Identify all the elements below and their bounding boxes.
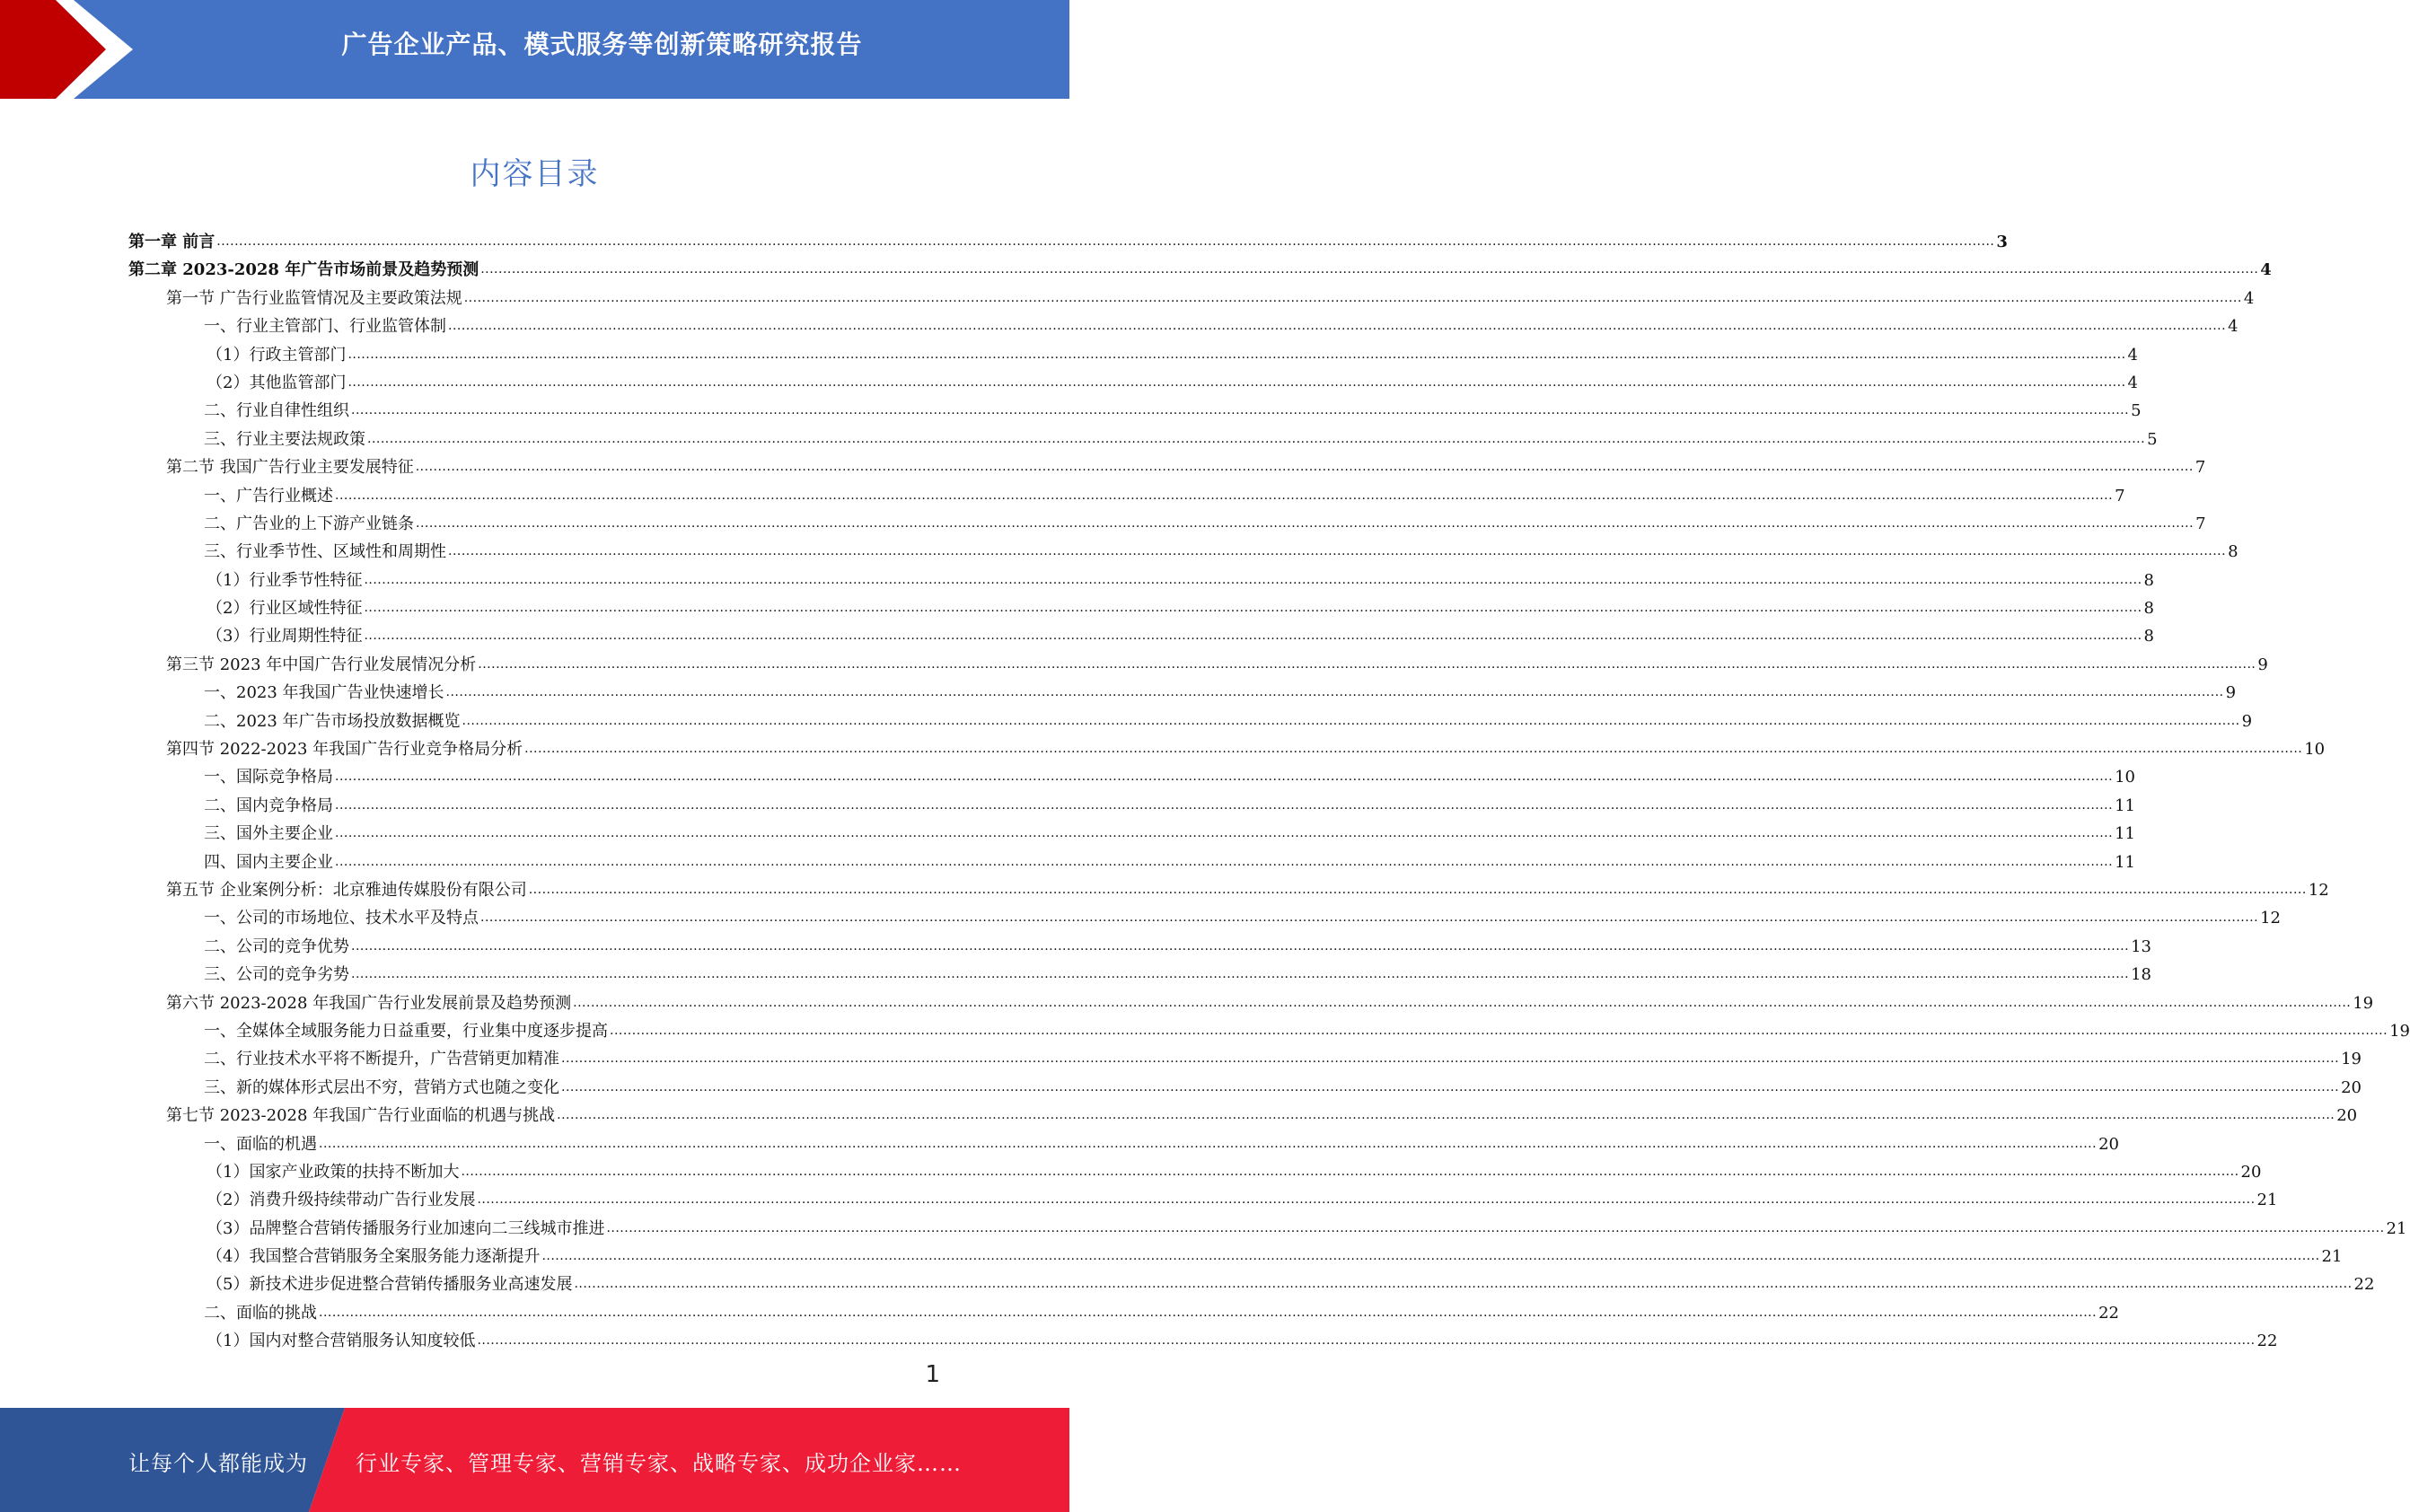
toc-entry-title: 第六节 2023-2028 年我国广告行业发展前景及趋势预测 bbox=[166, 993, 572, 1013]
toc-entry-page: 3 bbox=[1996, 233, 2008, 251]
toc-dot-leader: ................................................................................................................................................................................................................................................................................................................................................................................................................ bbox=[480, 262, 2259, 277]
toc-entry[interactable] bbox=[128, 1327, 2278, 1355]
toc-entry-page: 4 bbox=[2260, 260, 2272, 280]
toc-dot-leader: ................................................................................................................................................................................................................................................................................................................................................................................................................ bbox=[335, 769, 2114, 785]
toc-entry[interactable] bbox=[128, 989, 2374, 1017]
toc-entry-page: 7 bbox=[2195, 458, 2206, 478]
toc-entry[interactable] bbox=[128, 426, 2158, 453]
toc-dot-leader: ................................................................................................................................................................................................................................................................................................................................................................................................................ bbox=[478, 656, 2256, 672]
toc-entry-page: 7 bbox=[2115, 486, 2125, 505]
toc-entry-page: 4 bbox=[2243, 288, 2255, 308]
toc-entry[interactable] bbox=[128, 622, 2154, 650]
toc-entry-title: 二、行业自律性组织 bbox=[204, 401, 349, 421]
toc-entry-title: 第二章 2023-2028 年广告市场前景及趋势预测 bbox=[128, 260, 479, 280]
toc-entry-page: 20 bbox=[2098, 1134, 2119, 1154]
footer-slogan-right: 行业专家、管理专家、营销专家、战略专家、成功企业家…… bbox=[356, 1451, 962, 1476]
toc-dot-leader: ................................................................................................................................................................................................................................................................................................................................................................................................................ bbox=[528, 882, 2307, 897]
toc-dot-leader: ................................................................................................................................................................................................................................................................................................................................................................................................................ bbox=[610, 1023, 2388, 1038]
toc-dot-leader: ................................................................................................................................................................................................................................................................................................................................................................................................................ bbox=[367, 431, 2146, 446]
toc-entry-title: 一、公司的市场地位、技术水平及特点 bbox=[204, 909, 479, 928]
toc-dot-leader: ................................................................................................................................................................................................................................................................................................................................................................................................................ bbox=[351, 403, 2130, 418]
toc-entry-page: 19 bbox=[2389, 1021, 2410, 1041]
toc-entry-page: 13 bbox=[2131, 936, 2151, 956]
toc-dot-leader: ................................................................................................................................................................................................................................................................................................................................................................................................................ bbox=[480, 910, 2259, 926]
footer-banner bbox=[0, 1408, 1069, 1512]
toc-dot-leader: ................................................................................................................................................................................................................................................................................................................................................................................................................ bbox=[524, 742, 2303, 757]
toc-entry-title: 一、面临的机遇 bbox=[204, 1134, 317, 1154]
toc-entry-page: 10 bbox=[2304, 740, 2326, 760]
toc-entry-title: 一、广告行业概述 bbox=[204, 486, 333, 505]
toc-entry[interactable] bbox=[128, 876, 2329, 904]
toc-entry-page: 11 bbox=[2115, 824, 2135, 844]
toc-entry-title: 一、行业主管部门、行业监管体制 bbox=[204, 317, 446, 337]
toc-dot-leader: ................................................................................................................................................................................................................................................................................................................................................................................................................ bbox=[445, 685, 2224, 700]
toc-entry[interactable] bbox=[128, 735, 2326, 763]
toc-entry[interactable] bbox=[128, 1270, 2375, 1298]
toc-entry-title: （3）品牌整合营销传播服务行业加速向二三线城市推进 bbox=[207, 1218, 605, 1238]
toc-entry-title: 一、全媒体全域服务能力日益重要，行业集中度逐步提高 bbox=[204, 1021, 608, 1041]
toc-entry-title: （5）新技术进步促进整合营销传播服务业高速发展 bbox=[207, 1275, 573, 1295]
toc-entry-page: 22 bbox=[2256, 1332, 2278, 1351]
toc-entry-title: 三、新的媒体形式层出不穷，营销方式也随之变化 bbox=[204, 1077, 559, 1097]
toc-entry-title: （2）其他监管部门 bbox=[207, 373, 347, 392]
toc-entry[interactable] bbox=[128, 256, 2272, 284]
toc-entry[interactable] bbox=[128, 763, 2135, 791]
toc-entry[interactable] bbox=[128, 228, 2008, 256]
toc-dot-leader: ................................................................................................................................................................................................................................................................................................................................................................................................................ bbox=[573, 995, 2352, 1010]
toc-entry[interactable] bbox=[128, 904, 2281, 932]
footer-slogan-left: 让每个人都能成为 bbox=[128, 1451, 308, 1476]
toc-entry-page: 4 bbox=[2127, 345, 2138, 365]
toc-entry-title: 一、国际竞争格局 bbox=[204, 768, 333, 787]
toc-dot-leader: ................................................................................................................................................................................................................................................................................................................................................................................................................ bbox=[416, 515, 2195, 531]
toc-dot-leader: ................................................................................................................................................................................................................................................................................................................................................................................................................ bbox=[347, 374, 2126, 390]
toc-entry-page: 11 bbox=[2115, 852, 2135, 872]
toc-entry[interactable] bbox=[128, 1074, 2362, 1102]
toc-entry[interactable] bbox=[128, 1158, 2262, 1186]
toc-entry[interactable] bbox=[128, 1243, 2343, 1270]
toc-entry[interactable] bbox=[128, 397, 2142, 425]
toc-entry-page: 9 bbox=[2257, 655, 2268, 674]
toc-dot-leader: ................................................................................................................................................................................................................................................................................................................................................................................................................ bbox=[319, 1305, 2098, 1320]
toc-entry[interactable] bbox=[128, 933, 2151, 961]
toc-dot-leader: ................................................................................................................................................................................................................................................................................................................................................................................................................ bbox=[462, 713, 2240, 728]
toc-entry[interactable] bbox=[128, 792, 2135, 820]
toc-entry-title: （1）行政主管部门 bbox=[207, 345, 347, 365]
toc-entry-title: 三、公司的竞争劣势 bbox=[204, 965, 349, 985]
toc-entry-page: 12 bbox=[2308, 880, 2329, 900]
toc-dot-leader: ................................................................................................................................................................................................................................................................................................................................................................................................................ bbox=[606, 1220, 2385, 1235]
toc-entry-title: （1）国内对整合营销服务认知度较低 bbox=[207, 1332, 476, 1351]
toc-entry-page: 5 bbox=[2147, 429, 2158, 449]
toc-entry[interactable] bbox=[128, 341, 2138, 369]
toc-entry[interactable] bbox=[128, 1186, 2278, 1214]
toc-entry-title: （1）行业季节性特征 bbox=[207, 570, 363, 590]
toc-entry[interactable] bbox=[128, 679, 2237, 707]
toc-entry-title: 二、面临的挑战 bbox=[204, 1303, 317, 1323]
toc-entry-title: （2）行业区域性特征 bbox=[207, 599, 363, 619]
toc-entry-page: 20 bbox=[2240, 1162, 2262, 1182]
toc-entry-page: 22 bbox=[2098, 1303, 2119, 1323]
toc-entry[interactable] bbox=[128, 708, 2253, 735]
toc-dot-leader: ................................................................................................................................................................................................................................................................................................................................................................................................................ bbox=[557, 1108, 2335, 1123]
toc-entry[interactable] bbox=[128, 538, 2238, 566]
toc-entry-page: 22 bbox=[2353, 1275, 2375, 1295]
toc-entry-page: 9 bbox=[2225, 683, 2237, 703]
toc-entry-page: 8 bbox=[2143, 627, 2154, 646]
toc-entry[interactable] bbox=[128, 1130, 2119, 1158]
toc-entry-page: 21 bbox=[2321, 1247, 2343, 1267]
toc-entry-page: 9 bbox=[2241, 711, 2253, 731]
page-number: 1 bbox=[925, 1361, 940, 1388]
toc-entry-title: 一、2023 年我国广告业快速增长 bbox=[204, 683, 444, 703]
toc-entry-title: 第二节 我国广告行业主要发展特征 bbox=[166, 458, 414, 478]
toc-entry[interactable] bbox=[128, 1017, 2410, 1045]
toc-entry[interactable] bbox=[128, 1299, 2119, 1327]
toc-dot-leader: ................................................................................................................................................................................................................................................................................................................................................................................................................ bbox=[415, 460, 2194, 475]
toc-entry[interactable] bbox=[128, 594, 2154, 622]
toc-entry-title: 第七节 2023-2028 年我国广告行业面临的机遇与挑战 bbox=[166, 1106, 556, 1126]
toc-entry-title: （3）行业周期性特征 bbox=[207, 627, 363, 646]
toc-entry-title: （4）我国整合营销服务全案服务能力逐渐提升 bbox=[207, 1247, 541, 1267]
toc-entry-title: 二、公司的竞争优势 bbox=[204, 936, 349, 956]
toc-entry-page: 4 bbox=[2228, 317, 2238, 337]
toc-dot-leader: ................................................................................................................................................................................................................................................................................................................................................................................................................ bbox=[463, 290, 2242, 305]
toc-entry-title: （1）国家产业政策的扶持不断加大 bbox=[207, 1162, 460, 1182]
toc-entry-title: 二、广告业的上下游产业链条 bbox=[204, 514, 414, 533]
table-of-contents bbox=[128, 228, 2410, 1356]
toc-entry[interactable] bbox=[128, 285, 2255, 312]
toc-dot-leader: ................................................................................................................................................................................................................................................................................................................................................................................................................ bbox=[561, 1051, 2340, 1067]
toc-entry[interactable] bbox=[128, 453, 2206, 481]
toc-dot-leader: ................................................................................................................................................................................................................................................................................................................................................................................................................ bbox=[541, 1249, 2320, 1264]
toc-entry-title: 四、国内主要企业 bbox=[204, 852, 333, 872]
toc-entry-page: 10 bbox=[2115, 768, 2135, 787]
toc-entry-title: 三、行业季节性、区域性和周期性 bbox=[204, 542, 446, 562]
toc-entry-page: 5 bbox=[2131, 401, 2142, 421]
toc-entry-page: 11 bbox=[2115, 796, 2135, 815]
toc-dot-leader: ................................................................................................................................................................................................................................................................................................................................................................................................................ bbox=[347, 347, 2126, 362]
toc-entry-page: 19 bbox=[2341, 1050, 2362, 1069]
toc-entry[interactable] bbox=[128, 482, 2125, 510]
toc-entry-page: 8 bbox=[2228, 542, 2238, 562]
toc-entry[interactable] bbox=[128, 312, 2238, 340]
toc-entry-title: 二、2023 年广告市场投放数据概览 bbox=[204, 711, 461, 731]
toc-entry-page: 21 bbox=[2256, 1191, 2278, 1210]
toc-entry-page: 20 bbox=[2341, 1077, 2362, 1097]
toc-entry-title: （2）消费升级持续带动广告行业发展 bbox=[207, 1191, 476, 1210]
toc-entry-page: 7 bbox=[2195, 514, 2206, 533]
toc-dot-leader: ................................................................................................................................................................................................................................................................................................................................................................................................................ bbox=[351, 967, 2130, 982]
toc-entry-title: 二、国内竞争格局 bbox=[204, 796, 333, 815]
toc-dot-leader: ................................................................................................................................................................................................................................................................................................................................................................................................................ bbox=[335, 826, 2114, 841]
toc-entry-title: 第一节 广告行业监管情况及主要政策法规 bbox=[166, 288, 462, 308]
toc-entry[interactable] bbox=[128, 510, 2206, 538]
toc-entry-title: 第三节 2023 年中国广告行业发展情况分析 bbox=[166, 655, 477, 674]
toc-dot-leader: ................................................................................................................................................................................................................................................................................................................................................................................................................ bbox=[477, 1192, 2256, 1208]
toc-entry-title: 第一章 前言 bbox=[128, 233, 215, 251]
toc-dot-leader: ................................................................................................................................................................................................................................................................................................................................................................................................................ bbox=[461, 1164, 2239, 1179]
toc-entry-page: 12 bbox=[2260, 909, 2281, 928]
toc-entry[interactable] bbox=[128, 820, 2135, 848]
toc-dot-leader: ................................................................................................................................................................................................................................................................................................................................................................................................................ bbox=[574, 1277, 2353, 1292]
toc-dot-leader: ................................................................................................................................................................................................................................................................................................................................................................................................................ bbox=[448, 319, 2227, 334]
toc-dot-leader: ................................................................................................................................................................................................................................................................................................................................................................................................................ bbox=[364, 572, 2142, 587]
toc-entry-page: 21 bbox=[2386, 1218, 2407, 1238]
toc-dot-leader: ................................................................................................................................................................................................................................................................................................................................................................................................................ bbox=[561, 1079, 2340, 1094]
toc-entry[interactable] bbox=[128, 567, 2154, 594]
toc-entry[interactable] bbox=[128, 1102, 2358, 1130]
toc-entry[interactable] bbox=[128, 961, 2151, 989]
toc-entry-title: 第五节 企业案例分析：北京雅迪传媒股份有限公司 bbox=[166, 880, 527, 900]
toc-entry-page: 8 bbox=[2143, 570, 2154, 590]
toc-entry-title: 二、行业技术水平将不断提升，广告营销更加精准 bbox=[204, 1050, 559, 1069]
toc-entry-title: 三、行业主要法规政策 bbox=[204, 429, 365, 449]
toc-dot-leader: ................................................................................................................................................................................................................................................................................................................................................................................................................ bbox=[364, 601, 2142, 616]
toc-dot-leader: ................................................................................................................................................................................................................................................................................................................................................................................................................ bbox=[335, 854, 2114, 869]
toc-entry-title: 第四节 2022-2023 年我国广告行业竞争格局分析 bbox=[166, 740, 523, 760]
toc-heading: 内容目录 bbox=[470, 156, 600, 192]
header-banner bbox=[0, 0, 1069, 99]
toc-dot-leader: ................................................................................................................................................................................................................................................................................................................................................................................................................ bbox=[364, 629, 2142, 644]
toc-entry[interactable] bbox=[128, 848, 2135, 876]
toc-dot-leader: ................................................................................................................................................................................................................................................................................................................................................................................................................ bbox=[477, 1333, 2256, 1349]
toc-dot-leader: ................................................................................................................................................................................................................................................................................................................................................................................................................ bbox=[351, 938, 2130, 954]
toc-entry[interactable] bbox=[128, 651, 2268, 679]
toc-dot-leader: ................................................................................................................................................................................................................................................................................................................................................................................................................ bbox=[335, 797, 2114, 813]
toc-entry-title: 三、国外主要企业 bbox=[204, 824, 333, 844]
toc-dot-leader: ................................................................................................................................................................................................................................................................................................................................................................................................................ bbox=[448, 544, 2227, 559]
toc-entry-page: 4 bbox=[2127, 373, 2138, 392]
report-title: 广告企业产品、模式服务等创新策略研究报告 bbox=[341, 30, 863, 59]
toc-entry-page: 8 bbox=[2143, 599, 2154, 619]
toc-entry[interactable] bbox=[128, 369, 2138, 397]
toc-entry-page: 19 bbox=[2353, 993, 2374, 1013]
toc-dot-leader: ................................................................................................................................................................................................................................................................................................................................................................................................................ bbox=[216, 234, 1995, 249]
toc-entry-page: 20 bbox=[2336, 1106, 2358, 1126]
toc-dot-leader: ................................................................................................................................................................................................................................................................................................................................................................................................................ bbox=[319, 1136, 2098, 1151]
toc-dot-leader: ................................................................................................................................................................................................................................................................................................................................................................................................................ bbox=[335, 488, 2114, 503]
toc-entry[interactable] bbox=[128, 1215, 2407, 1243]
toc-entry-page: 18 bbox=[2131, 965, 2151, 985]
toc-entry[interactable] bbox=[128, 1045, 2362, 1073]
